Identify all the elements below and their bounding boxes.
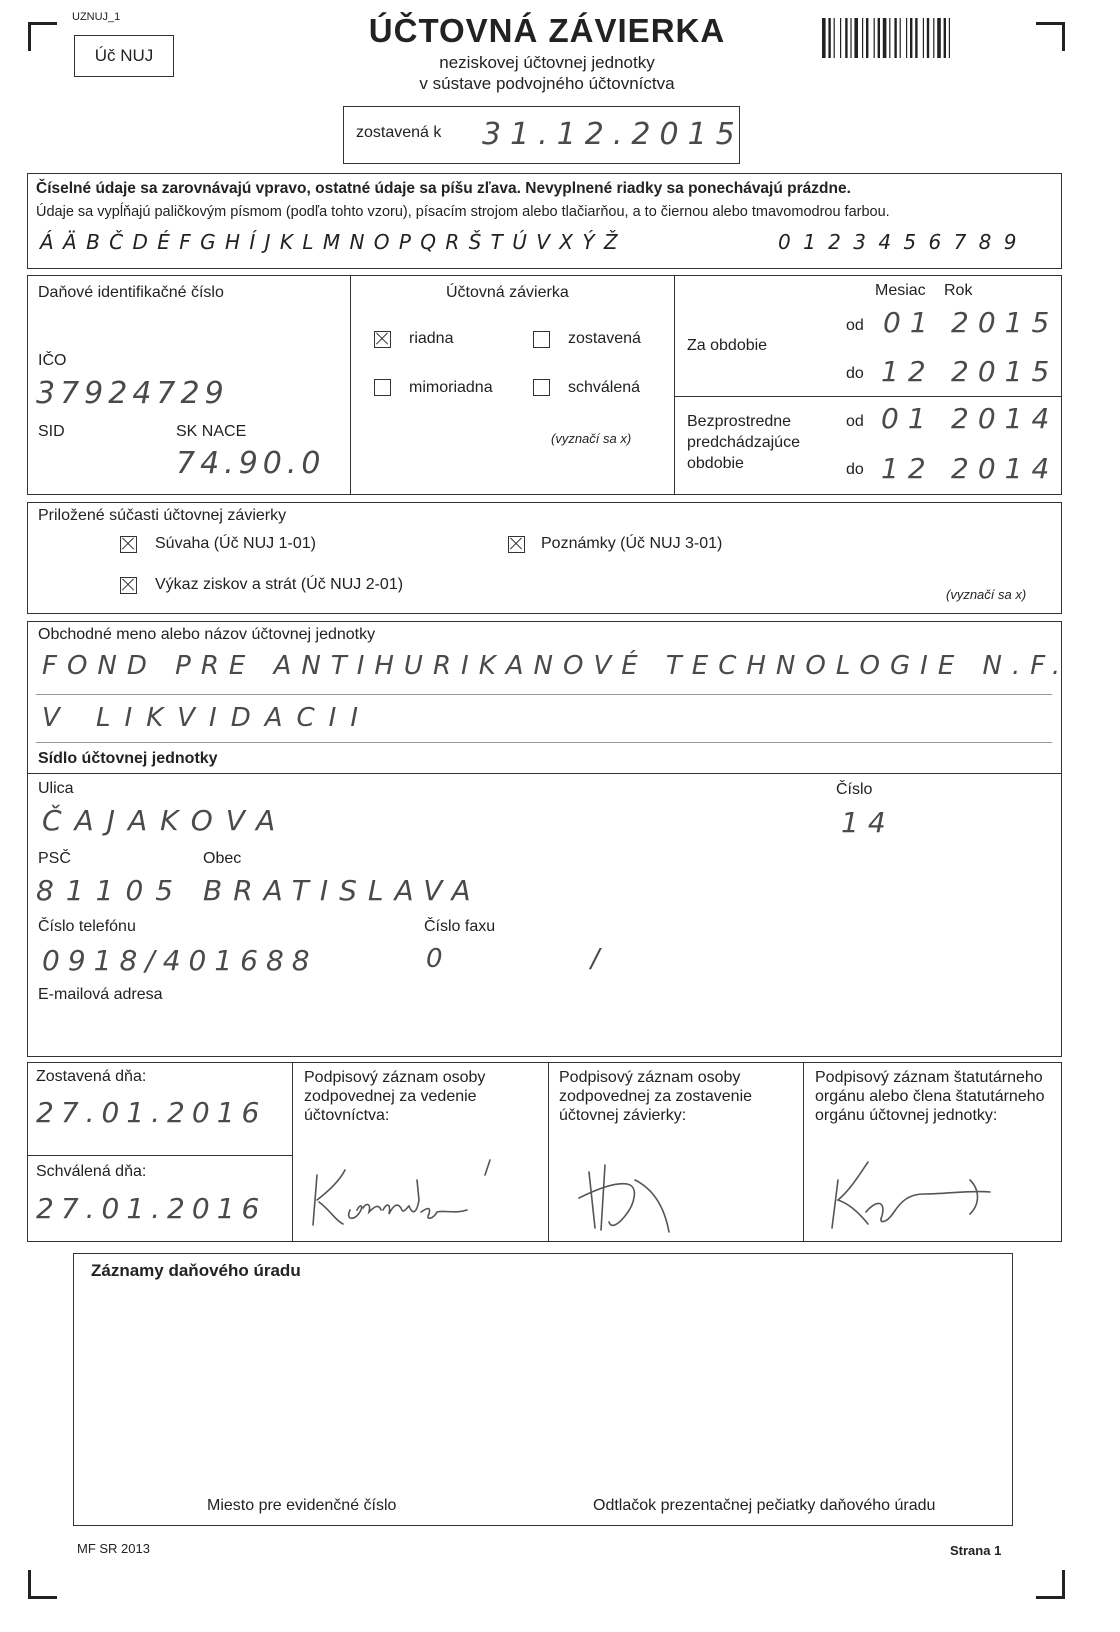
sample-digits: 0 1 2 3 4 5 6 7 8 9	[778, 230, 1020, 254]
fax-label: Číslo faxu	[424, 918, 496, 935]
footer-left: MF SR 2013	[77, 1541, 150, 1556]
street-value[interactable]: ČAJAKOVA	[42, 804, 289, 837]
email-label: E-mailová adresa	[38, 986, 163, 1003]
checkbox-suvaha[interactable]	[120, 536, 137, 553]
sample-letters: Á Ä B Č D É F G H Í J K L M N O P Q R Š T Ú V X Ý Ž	[40, 230, 620, 254]
barcode-bar	[923, 18, 924, 58]
barcode-bar	[910, 18, 912, 58]
barcode-bar	[906, 18, 907, 58]
suvaha-label: Súvaha (Úč NUJ 1-01)	[155, 535, 316, 552]
barcode-bar	[840, 18, 841, 58]
checkbox-schvalena[interactable]	[533, 379, 550, 396]
current-from-year[interactable]: 2015	[951, 306, 1059, 339]
attachments-heading: Priložené súčasti účtovnej závierky	[38, 507, 287, 524]
dic-label: Daňové identifikačné číslo	[38, 284, 224, 301]
instructions-box	[27, 173, 1062, 269]
prev-from-month[interactable]: 01	[881, 402, 935, 435]
corner-mark-bottom-left	[28, 1570, 57, 1599]
checkbox-mimoriadna[interactable]	[374, 379, 391, 396]
page-title: ÚČTOVNÁ ZÁVIERKA	[368, 12, 726, 49]
city-value[interactable]: BRATISLAVA	[203, 874, 482, 907]
form-code: UZNUJ_1	[72, 11, 121, 23]
barcode-bar	[845, 18, 847, 58]
phone-label: Číslo telefónu	[38, 918, 136, 935]
year-label: Rok	[944, 282, 973, 299]
barcode-bar	[894, 18, 896, 58]
page-subtitle-2: v sústave podvojného účtovníctva	[419, 74, 675, 93]
fax-value[interactable]: 0 /	[426, 944, 670, 974]
sid-label: SID	[38, 423, 65, 440]
street-label: Ulica	[38, 780, 74, 797]
current-period-label: Za obdobie	[687, 337, 768, 354]
prev-to-month[interactable]: 12	[881, 452, 935, 485]
evidence-number-label: Miesto pre evidenčné číslo	[207, 1497, 397, 1514]
prev-to-year[interactable]: 2014	[951, 452, 1059, 485]
barcode-bar	[915, 18, 917, 58]
compiled-label: zostavená k	[356, 124, 442, 141]
tax-office-heading: Záznamy daňového úradu	[91, 1261, 301, 1280]
compiled-on-label: Zostavená dňa:	[36, 1068, 147, 1085]
psc-label: PSČ	[38, 850, 71, 867]
mimoriadna-label: mimoriadna	[409, 379, 493, 396]
nace-label: SK NACE	[176, 423, 247, 440]
approved-on-label: Schválená dňa:	[36, 1163, 147, 1180]
entity-name-line-2[interactable]: V LIKVIDACII	[42, 703, 373, 733]
entity-section	[27, 621, 1062, 1057]
statement-type-note: (vyznačí sa x)	[551, 431, 632, 446]
approved-on-value[interactable]: 27.01.2016	[36, 1192, 267, 1225]
barcode-bar	[944, 18, 946, 58]
seat-heading: Sídlo účtovnej jednotky	[38, 750, 218, 767]
compiled-date-value[interactable]: 31.12.2015	[482, 117, 744, 152]
nace-value[interactable]: 74.90.0	[176, 446, 326, 481]
form-badge	[74, 35, 174, 77]
barcode-bar	[878, 18, 880, 58]
barcode-bar	[822, 18, 826, 58]
checkbox-zostavena[interactable]	[533, 331, 550, 348]
riadna-label: riadna	[409, 330, 454, 347]
barcode-bar	[937, 18, 941, 58]
schvalena-label: schválená	[568, 379, 641, 396]
barcode-bar	[883, 18, 887, 58]
number-label: Číslo	[836, 781, 873, 798]
ico-label: IČO	[38, 352, 67, 369]
barcode-bar	[834, 18, 835, 58]
compiled-date-box	[343, 106, 744, 164]
barcode-bar	[854, 18, 858, 58]
prev-from-year[interactable]: 2014	[951, 402, 1059, 435]
attachments-note: (vyznačí sa x)	[946, 587, 1027, 602]
tax-office-section	[73, 1253, 1013, 1526]
barcode-bar	[850, 18, 851, 58]
psc-value[interactable]: 81105	[36, 874, 186, 907]
page-subtitle-1: neziskovej účtovnej jednotky	[439, 53, 655, 72]
prev-period-label-2: predchádzajúce	[687, 434, 800, 451]
barcode-bar	[900, 18, 901, 58]
checkbox-poznamky[interactable]	[508, 536, 525, 553]
phone-value[interactable]: 0918/401688	[42, 944, 318, 977]
barcode	[822, 18, 994, 58]
barcode-bar	[828, 18, 830, 58]
barcode-bar	[933, 18, 934, 58]
current-to-year[interactable]: 2015	[951, 355, 1059, 388]
barcode-bar	[927, 18, 929, 58]
signature-statutory	[820, 1150, 1050, 1235]
signature-accounting	[305, 1150, 535, 1235]
form-badge-text: Úč NUJ	[94, 46, 154, 65]
month-label: Mesiac	[875, 282, 926, 299]
stamp-label: Odtlačok prezentačnej pečiatky daňového úradu	[593, 1497, 936, 1514]
instructions-line-2: Údaje sa vypĺňajú paličkovým písmom (podľa tohto vzoru), písacím strojom alebo tlačiarňou, a to čiernou alebo tmavomodrou farbou.	[36, 204, 890, 220]
compiled-on-value[interactable]: 27.01.2016	[36, 1096, 267, 1129]
sig-statutory-label: Podpisový záznam štatutárneho orgánu alebo člena štatutárneho orgánu účtovnej jednotky:	[815, 1069, 1045, 1124]
entity-name-label: Obchodné meno alebo názov účtovnej jednotky	[38, 626, 376, 643]
current-od-label: od	[846, 317, 864, 334]
corner-mark-top-right	[1036, 22, 1065, 51]
corner-mark-top-left	[28, 22, 57, 51]
current-do-label: do	[846, 365, 864, 382]
poznamky-label: Poznámky (Úč NUJ 3-01)	[541, 535, 723, 552]
barcode-bar	[866, 18, 868, 58]
prev-do-label: do	[846, 461, 864, 478]
prev-od-label: od	[846, 413, 864, 430]
barcode-bar	[862, 18, 863, 58]
attachments-section	[27, 502, 1062, 614]
instructions-line-1: Číselné údaje sa zarovnávajú vpravo, ostatné údaje sa píšu zľava. Nevyplnené riadky sa ponechávajú prázdne.	[36, 180, 851, 197]
ico-value[interactable]: 37924729	[36, 376, 229, 411]
prev-period-label-1: Bezprostredne	[687, 413, 792, 430]
sig-accounting-label: Podpisový záznam osoby zodpovednej za vedenie účtovníctva:	[304, 1069, 486, 1124]
number-value[interactable]: 14	[841, 806, 895, 839]
city-label: Obec	[203, 850, 242, 867]
statement-type-heading: Účtovná závierka	[446, 284, 569, 301]
footer-right: Strana 1	[950, 1543, 1002, 1558]
checkbox-riadna[interactable]	[374, 331, 391, 348]
prev-period-label-3: obdobie	[687, 455, 744, 472]
checkbox-vykaz[interactable]	[120, 577, 137, 594]
sig-compilation-label: Podpisový záznam osoby zodpovednej za zostavenie účtovnej závierky:	[559, 1069, 753, 1124]
barcode-bar	[874, 18, 875, 58]
entity-name-line-1[interactable]: FOND PRE ANTIHURIKANOVÉ TECHNOLOGIE N.F.	[42, 651, 1071, 681]
barcode-bar	[949, 18, 950, 58]
vykaz-label: Výkaz ziskov a strát (Úč NUJ 2-01)	[155, 576, 404, 593]
corner-mark-bottom-right	[1036, 1570, 1065, 1599]
zostavena-label: zostavená	[568, 330, 641, 347]
barcode-bar	[889, 18, 890, 58]
current-from-month[interactable]: 01	[883, 306, 937, 339]
current-to-month[interactable]: 12	[881, 355, 935, 388]
signature-compilation	[565, 1150, 795, 1235]
